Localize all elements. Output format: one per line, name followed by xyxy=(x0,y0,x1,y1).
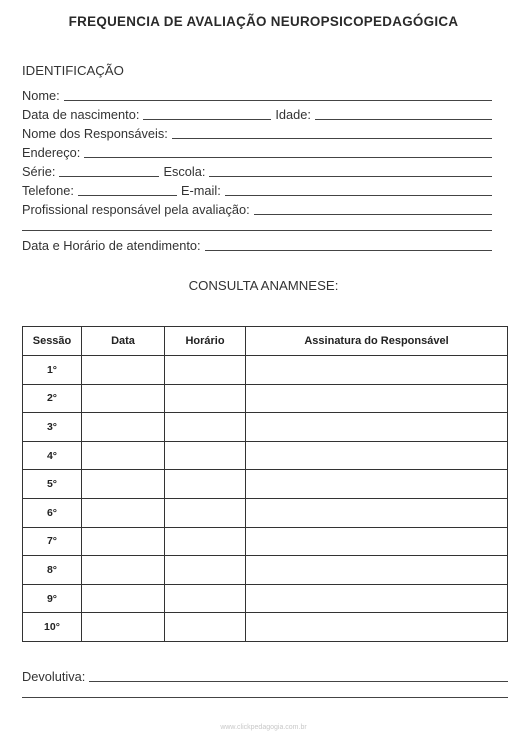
signature-cell[interactable] xyxy=(246,384,508,413)
date-cell[interactable] xyxy=(82,613,165,642)
signature-cell[interactable] xyxy=(246,527,508,556)
guardians-field[interactable] xyxy=(172,126,492,139)
session-number: 3° xyxy=(23,413,82,442)
session-number: 5° xyxy=(23,470,82,499)
date-cell[interactable] xyxy=(82,356,165,385)
date-cell[interactable] xyxy=(82,413,165,442)
age-field[interactable] xyxy=(315,107,492,120)
guardians-label: Nome dos Responsáveis: xyxy=(22,126,168,141)
anamnese-heading: CONSULTA ANAMNESE: xyxy=(188,278,339,293)
signature-cell[interactable] xyxy=(246,470,508,499)
school-field[interactable] xyxy=(209,164,492,177)
phone-label: Telefone: xyxy=(22,183,74,198)
session-number: 8° xyxy=(23,556,82,585)
time-cell[interactable] xyxy=(165,556,246,585)
devolutiva-field[interactable] xyxy=(89,669,508,682)
professional-label: Profissional responsável pela avaliação: xyxy=(22,202,250,217)
address-row xyxy=(22,144,492,160)
guardians-row xyxy=(22,125,492,141)
nome-row xyxy=(22,87,492,103)
signature-cell[interactable] xyxy=(246,556,508,585)
devolutiva-row xyxy=(22,668,508,684)
signature-cell[interactable] xyxy=(246,613,508,642)
table-row xyxy=(23,413,508,442)
devolutiva-label: Devolutiva: xyxy=(22,669,86,684)
grade-school-row xyxy=(22,163,492,179)
table-header-row xyxy=(23,327,508,356)
table-row xyxy=(23,527,508,556)
footer-url: www.clickpedagogia.com.br xyxy=(220,724,307,731)
header-sessao: Sessão xyxy=(23,327,82,356)
date-cell[interactable] xyxy=(82,556,165,585)
nome-label: Nome: xyxy=(22,88,60,103)
date-cell[interactable] xyxy=(82,584,165,613)
header-assinatura: Assinatura do Responsável xyxy=(246,327,508,356)
session-number: 4° xyxy=(23,441,82,470)
grade-label: Série: xyxy=(22,164,56,179)
appointment-field[interactable] xyxy=(205,238,492,251)
address-label: Endereço: xyxy=(22,145,81,160)
birth-age-row xyxy=(22,106,492,122)
session-number: 2° xyxy=(23,384,82,413)
date-cell[interactable] xyxy=(82,384,165,413)
grade-field[interactable] xyxy=(59,164,159,177)
time-cell[interactable] xyxy=(165,498,246,527)
signature-cell[interactable] xyxy=(246,584,508,613)
sessions-table xyxy=(22,326,508,642)
birth-date-label: Data de nascimento: xyxy=(22,107,140,122)
time-cell[interactable] xyxy=(165,356,246,385)
email-field[interactable] xyxy=(225,183,492,196)
date-cell[interactable] xyxy=(82,498,165,527)
signature-cell[interactable] xyxy=(246,498,508,527)
header-horario: Horário xyxy=(165,327,246,356)
nome-field[interactable] xyxy=(64,88,492,101)
session-number: 7° xyxy=(23,527,82,556)
appointment-label: Data e Horário de atendimento: xyxy=(22,238,201,253)
email-label: E-mail: xyxy=(180,183,221,198)
table-row xyxy=(23,384,508,413)
phone-email-row xyxy=(22,182,492,198)
time-cell[interactable] xyxy=(165,384,246,413)
time-cell[interactable] xyxy=(165,527,246,556)
table-row xyxy=(23,356,508,385)
extra-line[interactable] xyxy=(22,230,492,231)
table-row xyxy=(23,584,508,613)
time-cell[interactable] xyxy=(165,470,246,499)
signature-cell[interactable] xyxy=(246,413,508,442)
session-number: 9° xyxy=(23,584,82,613)
date-cell[interactable] xyxy=(82,527,165,556)
session-number: 1° xyxy=(23,356,82,385)
time-cell[interactable] xyxy=(165,413,246,442)
appointment-row xyxy=(22,237,492,253)
professional-row xyxy=(22,201,492,217)
address-field[interactable] xyxy=(84,145,492,158)
time-cell[interactable] xyxy=(165,613,246,642)
header-data: Data xyxy=(82,327,165,356)
professional-field[interactable] xyxy=(254,202,492,215)
date-cell[interactable] xyxy=(82,470,165,499)
table-row xyxy=(23,613,508,642)
table-row xyxy=(23,498,508,527)
identification-heading: IDENTIFICAÇÃO xyxy=(22,63,124,78)
time-cell[interactable] xyxy=(165,584,246,613)
signature-cell[interactable] xyxy=(246,441,508,470)
birth-date-field[interactable] xyxy=(143,107,271,120)
signature-cell[interactable] xyxy=(246,356,508,385)
devolutiva-extra-line[interactable] xyxy=(22,697,508,698)
table-row xyxy=(23,470,508,499)
time-cell[interactable] xyxy=(165,441,246,470)
age-label: Idade: xyxy=(275,107,311,122)
table-row xyxy=(23,441,508,470)
session-number: 6° xyxy=(23,498,82,527)
phone-field[interactable] xyxy=(78,183,177,196)
school-label: Escola: xyxy=(163,164,206,179)
session-number: 10° xyxy=(23,613,82,642)
page-title: FREQUENCIA DE AVALIAÇÃO NEUROPSICOPEDAGÓGICA xyxy=(68,14,459,29)
date-cell[interactable] xyxy=(82,441,165,470)
table-row xyxy=(23,556,508,585)
